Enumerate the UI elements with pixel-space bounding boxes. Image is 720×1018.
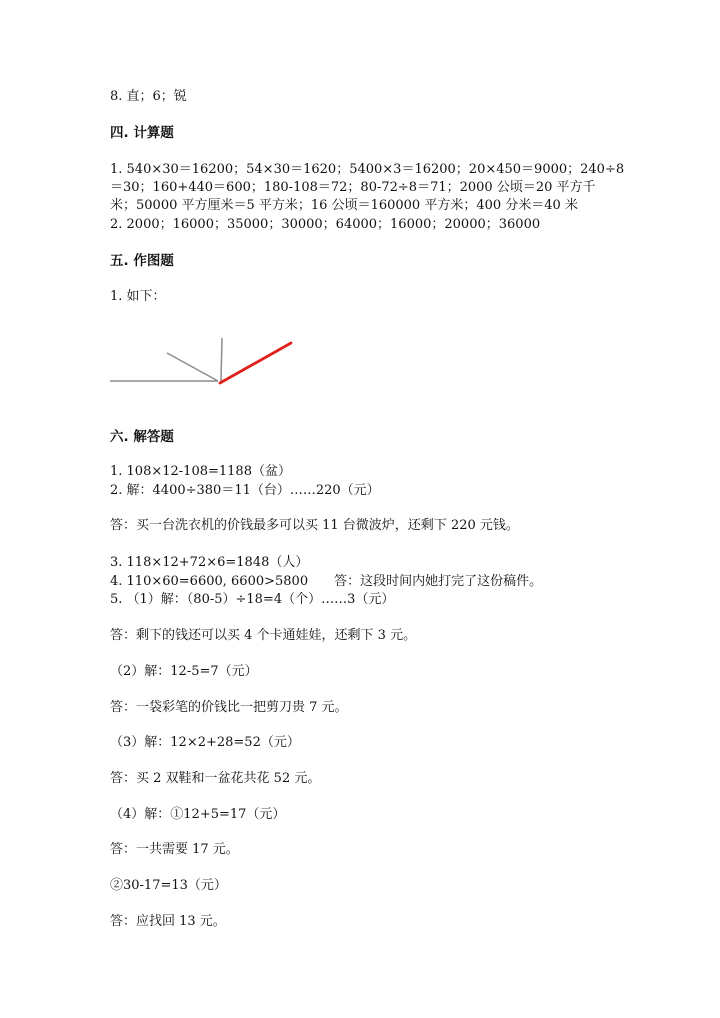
word-answer-5-3: （3）解：12×2+28=52（元） — [110, 735, 300, 750]
word-answer-2-reply: 答：买一台洗衣机的价钱最多可以买 11 台微波炉，还剩下 220 元钱。 — [110, 518, 519, 533]
answer-8: 8. 直；6；锐 — [110, 89, 187, 104]
word-answer-5-4-step-2: ②30-17=13（元） — [110, 878, 227, 893]
word-answer-2: 2. 解：4400÷380＝11（台）……220（元） — [110, 483, 380, 498]
word-answer-5-4: （4）解：①12+5=17（元） — [110, 807, 286, 822]
word-answer-5-1: 5. （1）解：（80-5）÷18=4（个）……3（元） — [110, 592, 395, 607]
ray-vertical — [221, 338, 222, 381]
word-answer-5-4-reply: 答：一共需要 17 元。 — [110, 842, 239, 857]
calc-answer-2: 2. 2000；16000；35000；30000；64000；16000；20000；36000 — [110, 217, 541, 232]
section-heading-drawing: 五. 作图题 — [110, 253, 174, 269]
angle-drawing-figure — [110, 330, 300, 395]
word-answer-5-1-reply: 答：剩下的钱还可以买 4 个卡通娃娃，还剩下 3 元。 — [110, 628, 417, 643]
word-answer-3: 3. 118×12+72×6=1848（人） — [110, 555, 309, 570]
word-answer-5-2-reply: 答：一袋彩笔的价钱比一把剪刀贵 7 元。 — [110, 700, 348, 715]
section-heading-calculation: 四. 计算题 — [110, 125, 174, 141]
word-answer-1: 1. 108×12-108=1188（盆） — [110, 464, 291, 479]
ray-slanted — [167, 353, 218, 381]
ray-drawn-answer-red — [220, 343, 291, 383]
calc-answer-1-line-3: 米；50000 平方厘米＝5 平方米；16 公顷＝160000 平方米；400 分米＝40 米 — [110, 198, 578, 213]
word-answer-5-4-step-2-reply: 答：应找回 13 元。 — [110, 914, 226, 929]
drawing-answer-1: 1. 如下： — [110, 289, 166, 304]
word-answer-5-2: （2）解：12-5=7（元） — [110, 664, 258, 679]
word-answer-5-3-reply: 答：买 2 双鞋和一盆花共花 52 元。 — [110, 771, 321, 786]
section-heading-word-problems: 六. 解答题 — [110, 429, 174, 445]
word-answer-4: 4. 110×60=6600, 6600>5800 答：这段时间内她打完了这份稿件。 — [110, 574, 543, 589]
calc-answer-1-line-2: ＝30；160+440＝600；180-108＝72；80-72÷8＝71；2000 公顷＝20 平方千 — [110, 180, 596, 195]
calc-answer-1-line-1: 1. 540×30＝16200；54×30＝1620；5400×3＝16200；20×450＝9000；240÷8 — [110, 162, 625, 177]
